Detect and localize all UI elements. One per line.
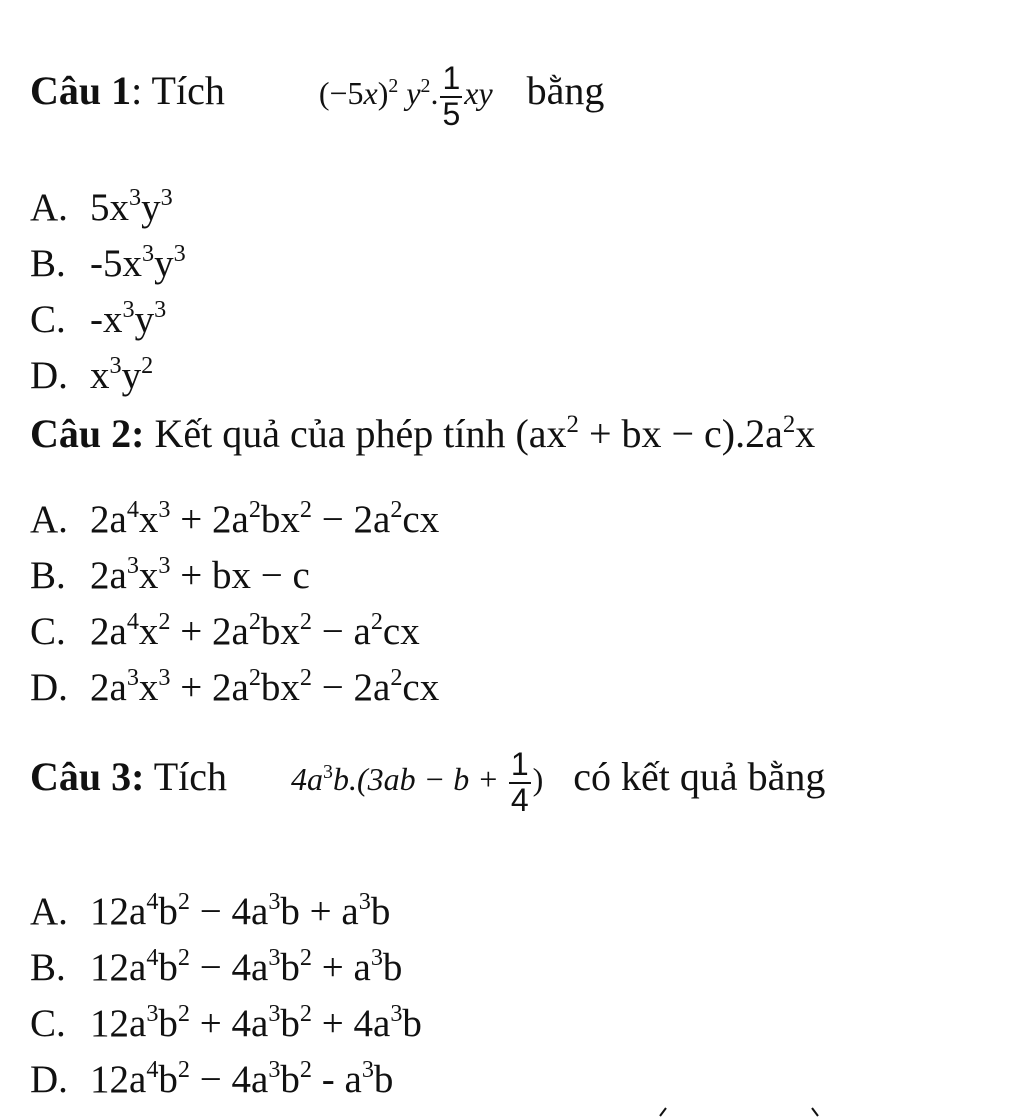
question-1-expression: $(-5x)^2$ $y^2$. $\frac{1}{5}$ xy: [318, 60, 493, 132]
fraction-one-fourth: $\frac{1}{4}$: [510, 746, 529, 818]
q2-option-c[interactable]: C. $2a^4x^2 + 2a^2bx^2 - a^2cx$: [30, 608, 420, 653]
question-3-expression: $4a^3b.(3ab - b$ + $\frac{1}{4}$ ): [291, 746, 544, 818]
question-3-text: Tích: [153, 753, 228, 799]
cut-off-diacritics: [600, 1104, 900, 1118]
q3-option-d[interactable]: D. $12a^4b^2 - 4a^3b^2 - a^3b$: [30, 1056, 394, 1101]
question-2-text: Kết quả của phép tính: [154, 411, 506, 456]
q1-option-c[interactable]: C. $-x^3y^3$: [30, 296, 167, 341]
q1-option-a[interactable]: A. $5x^3y^3$: [30, 184, 173, 229]
q2-option-b[interactable]: B. $2a^3x^3$ + bx − c: [30, 552, 310, 597]
q1-option-b[interactable]: B. $-5x^3y^3$: [30, 240, 186, 285]
fraction-one-fifth: $\frac{1}{5}$: [442, 60, 461, 132]
question-2-label: Câu 2:: [30, 411, 145, 456]
q1-option-d[interactable]: D. $x^3y^2$: [30, 352, 154, 397]
q3-option-b[interactable]: B. $12a^4b^2 - 4a^3b^2 + a^3b$: [30, 944, 403, 989]
question-3-label: Câu 3:: [30, 753, 145, 799]
question-1-text: : Tích: [131, 67, 225, 113]
q3-option-c[interactable]: C. $12a^3b^2 + 4a^3b^2 + 4a^3b$: [30, 1000, 422, 1045]
question-3: [30, 748, 825, 817]
question-1-after: bằng: [526, 67, 605, 113]
question-2: [30, 410, 816, 456]
q2-option-a[interactable]: A. $2a^4x^3 + 2a^2bx^2 - 2a^2cx$: [30, 496, 440, 541]
q2-option-d[interactable]: D. $2a^3x^3 + 2a^2bx^2 - 2a^2cx$: [30, 664, 440, 709]
question-3-after: có kết quả bằng: [573, 753, 826, 799]
question-2-expression: ($ax^2$ + bx − $c).2a^2x$: [515, 410, 816, 456]
question-1: [30, 62, 604, 131]
q3-option-a[interactable]: A. $12a^4b^2 - 4a^3b + a^3b$: [30, 888, 391, 933]
question-1-label: Câu 1: [30, 67, 132, 113]
